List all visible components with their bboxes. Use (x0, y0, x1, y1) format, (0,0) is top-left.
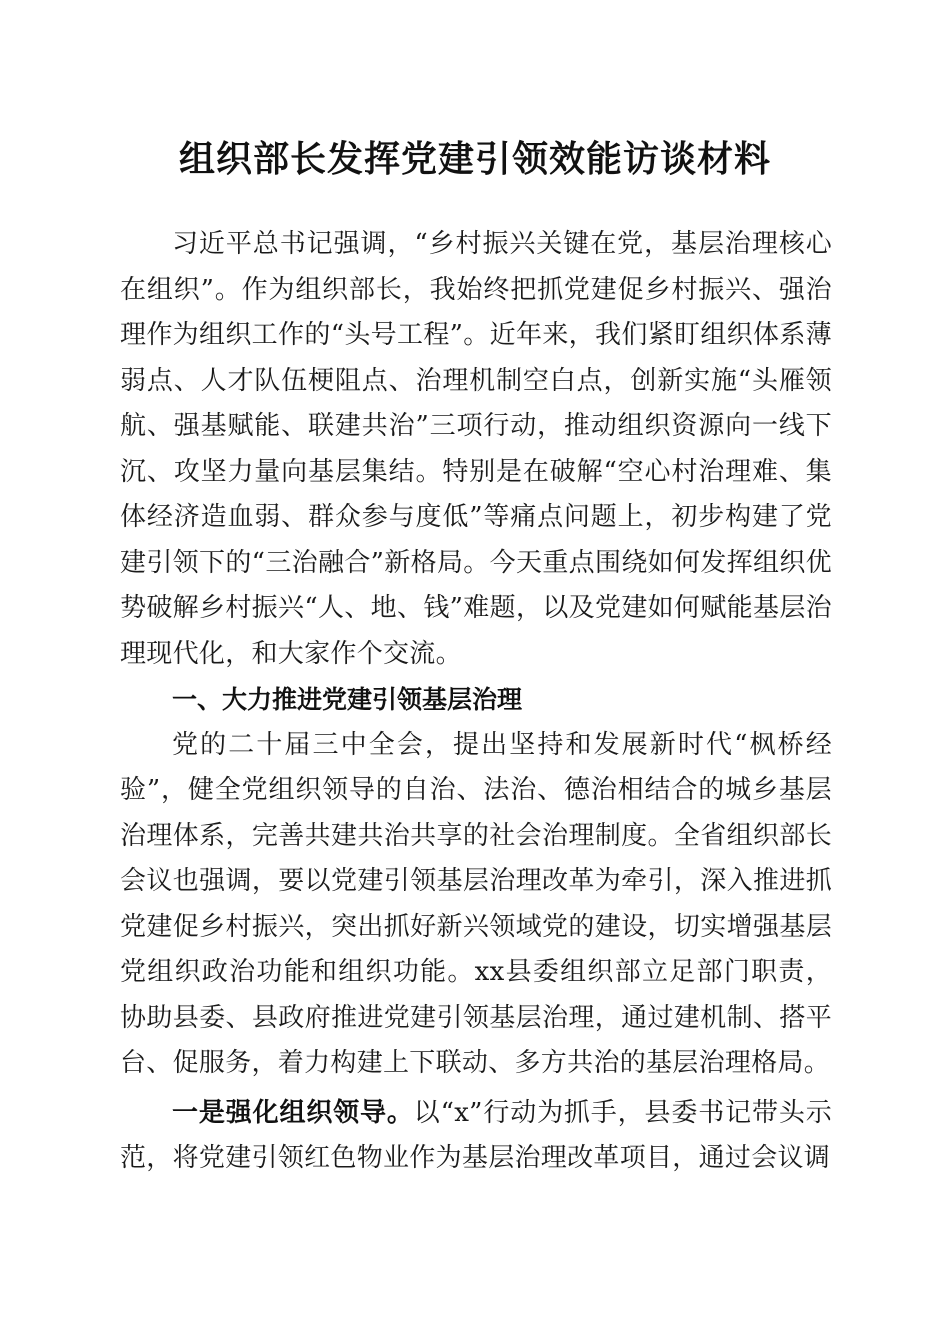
intro-paragraph: 习近平总书记强调，“乡村振兴关键在党，基层治理核心在组织”。作为组织部长，我始终把抓党建促乡村振兴、强治理作为组织工作的“头号工程”。近年来，我们紧盯组织体系薄弱点、人才队伍梗阻点、治理机制空白点，创新实施“头雁领航、强基赋能、联建共治”三项行动，推动组织资源向一线下沉、攻坚力量向基层集结。特别是在破解“空心村治理难、集体经济造血弱、群众参与度低”等痛点问题上，初步构建了党建引领下的“三治融合”新格局。今天重点围绕如何发挥组织优势破解乡村振兴“人、地、钱”难题，以及党建如何赋能基层治理现代化，和大家作个交流。 (120, 229, 832, 669)
section-paragraph: 党的二十届三中全会，提出坚持和发展新时代“枫桥经验”，健全党组织领导的自治、法治、德治相结合的城乡基层治理体系，完善共建共治共享的社会治理制度。全省组织部长会议也强调，要以党建引领基层治理改革为牵引，深入推进抓党建促乡村振兴，突出抓好新兴领域党的建设，切实增强基层党组织政治功能和组织功能。xx县委组织部立足部门职责，协助县委、县政府推进党建引领基层治理，通过建机制、搭平台、促服务，着力构建上下联动、多方共治的基层治理格局。 (120, 729, 832, 1078)
item-paragraph (120, 1091, 832, 1182)
document-title: 组织部长发挥党建引领效能访谈材料 (178, 138, 771, 180)
item-body-text: 以“x”行动为抓手，县委书记带头示范，将党建引领红色物业作为基层治理改革项目，通过会议调 (120, 1097, 832, 1173)
document-body (120, 222, 832, 1182)
section-heading: 一、大力推进党建引领基层治理 (172, 685, 523, 714)
item-lead-text: 一是强化组织领导。 (172, 1097, 414, 1128)
